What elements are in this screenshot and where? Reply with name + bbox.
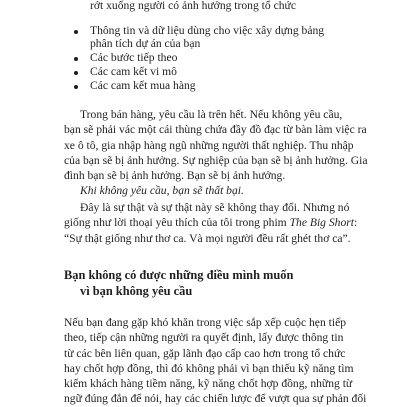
- bullet-item-2: Các bước tiếp theo: [90, 51, 178, 64]
- paragraph-line: xe ô tô, gia nhập hàng ngũ những người thất nghiệp. Thu nhập: [64, 138, 354, 152]
- bullet-dot-icon: [74, 71, 78, 75]
- bullet-dot-icon: [74, 85, 78, 89]
- paragraph-asking-importance: [64, 107, 368, 199]
- paragraph-line: kiếm khách hàng tiềm năng, kỹ năng chốt hợp đồng, những từ: [64, 377, 353, 391]
- paragraph-line: hay chốt hợp đồng, thì đó không phải vì bạn thiếu kỹ năng tìm: [64, 361, 354, 375]
- bullet-item-1-line-2: phân tích dự án của bạn: [90, 37, 201, 50]
- paragraph-line: Đây là sự thật và sự thật này sẽ không thay đổi. Nhưng nó: [80, 201, 350, 214]
- bullet-dot-icon: [74, 30, 78, 34]
- bullet-continuation-text: rớt xuống người có ảnh hưởng trong tổ chức: [90, 0, 296, 12]
- paragraph-line: “Sự thật giống như thơ ca. Và mọi người đều rất ghét thơ ca”.: [64, 231, 351, 245]
- paragraph-line: của bạn sẽ bị ảnh hưởng. Sự nghiệp của bạn sẽ bị ảnh hưởng. Gia: [64, 153, 368, 167]
- bullet-dot-icon: [74, 57, 78, 61]
- paragraph-not-asking: [64, 315, 367, 407]
- section-heading: [64, 268, 293, 299]
- paragraph-line: từ các bên liên quan, gặp lãnh đạo cấp cao hơn trong tổ chức: [64, 346, 346, 360]
- italic-text: Khi không yêu cầu, bạn sẽ thất bại.: [80, 184, 244, 198]
- paragraph-line: đình bạn sẽ bị ảnh hưởng. Bạn sẽ bị ảnh hưởng.: [64, 169, 286, 183]
- paragraph-line: theo, tiếp cận những người ra quyết định, lấy được thông tin: [64, 331, 344, 345]
- bullet-item-3: Các cam kết vi mô: [90, 65, 177, 78]
- text-segment: giống như lời thoại yêu thích của tôi trong phim: [64, 216, 290, 230]
- heading-line-2: vì bạn không yêu cầu: [80, 283, 193, 298]
- bullet-item-1-line-1: Thông tin và dữ liệu dùng cho việc xây dựng bảng: [90, 24, 325, 37]
- paragraph-line: Nếu bạn đang gặp khó khăn trong việc sắp xếp cuộc hẹn tiếp: [64, 316, 347, 329]
- bullet-item-4: Các cam kết mua hàng: [90, 79, 196, 92]
- paragraph-line: ngữ đúng đắn để nói, hay các chiến lược để vượt qua sự phản đối: [64, 392, 367, 406]
- paragraph-line: bạn sẽ phải vác một cái thùng chứa đầy đồ đạc từ bàn làm việc ra: [64, 123, 367, 137]
- heading-line-1: Bạn không có được những điều mình muốn: [64, 268, 294, 282]
- paragraph-line: Trong bán hàng, yêu cầu là trên hết. Nếu không yêu cầu,: [80, 108, 343, 121]
- paragraph-big-short-quote: [64, 200, 364, 246]
- italic-statement: [64, 183, 364, 198]
- text-segment: :: [354, 216, 358, 230]
- paragraph-line: [64, 215, 364, 230]
- film-title: The Big Short: [289, 216, 355, 230]
